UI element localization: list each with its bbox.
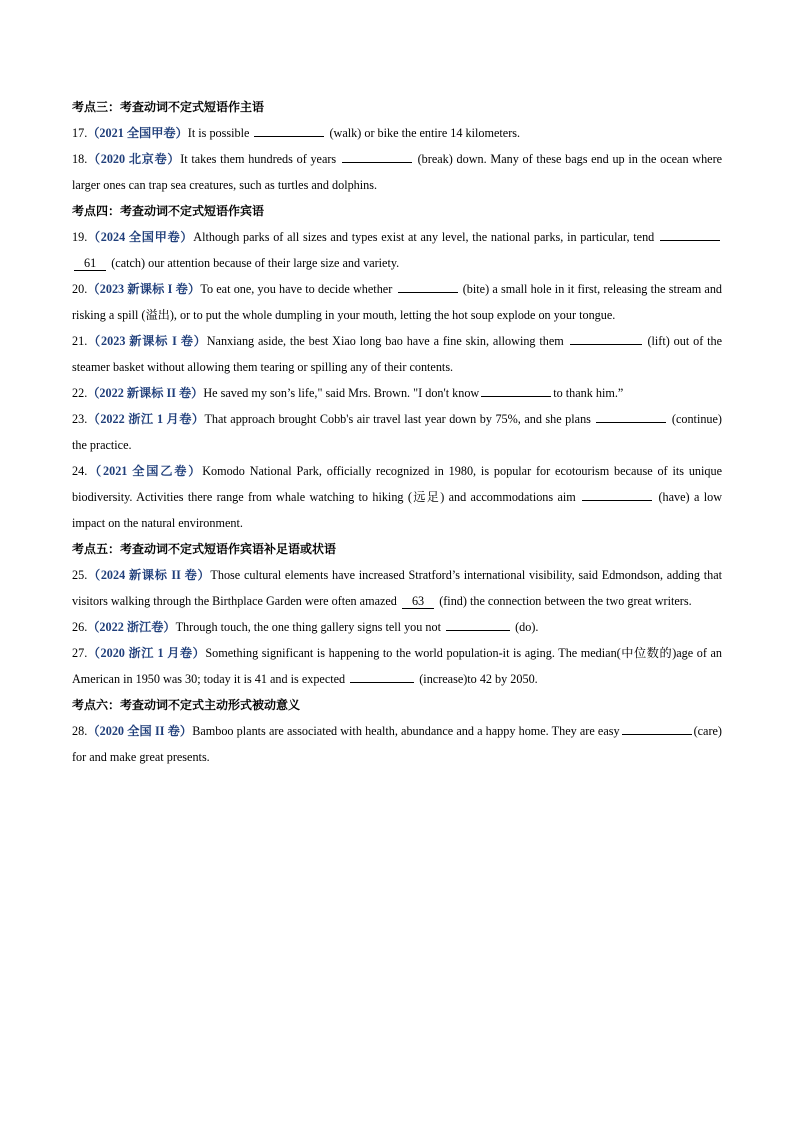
answer-blank[interactable] [570, 332, 642, 345]
answer-blank[interactable] [660, 228, 720, 241]
question-17 [72, 120, 722, 146]
question-source: （2021 全国乙卷） [87, 464, 203, 478]
question-text: To eat one, you have to decide whether [200, 282, 393, 296]
question-25 [72, 562, 722, 614]
question-text: (walk) or bike the entire 14 kilometers. [329, 126, 521, 140]
answer-blank[interactable] [398, 280, 458, 293]
question-source: （2022 新课标 II 卷） [87, 386, 204, 400]
question-source: （2023 新课标 I 卷） [87, 282, 201, 296]
question-number: 17. [72, 126, 88, 140]
question-number: 21. [72, 334, 88, 348]
answer-blank[interactable] [350, 670, 414, 683]
answer-blank[interactable] [582, 488, 652, 501]
question-23 [72, 406, 722, 458]
question-text: Although parks of all sizes and types exist at any level, the national parks, in particular, tend [193, 230, 655, 244]
question-number: 28. [72, 724, 88, 738]
question-text: (bite) a small hole in it first, releasing the stream and risking a spill (溢出), or to put the whole dumpling in your mouth, letting the hot soup explode on your tongue. [72, 282, 723, 322]
question-source: （2020 全国 II 卷） [87, 724, 193, 738]
answer-blank[interactable] [622, 722, 692, 735]
question-source: （2021 全国甲卷） [87, 126, 188, 140]
answer-blank[interactable] [254, 124, 324, 137]
question-text: Through touch, the one thing gallery signs tell you not [175, 620, 441, 634]
question-source: （2024 新课标 II 卷） [87, 568, 211, 582]
answer-blank[interactable] [342, 150, 412, 163]
answer-number-blank[interactable]: 61 [74, 256, 106, 271]
question-number: 20. [72, 282, 88, 296]
question-text: It takes them hundreds of years [180, 152, 337, 166]
question-text: Those cultural elements have increased Stratford’s international visibility, said Edmondson, adding that visitors walking through the Birthplace Garden were often amazed [72, 568, 722, 608]
question-number: 26. [72, 620, 88, 634]
question-19 [72, 224, 722, 276]
worksheet-content [72, 94, 722, 770]
question-source: （2022 浙江卷） [87, 620, 176, 634]
section-heading-3: 考点三：考查动词不定式短语作主语 [72, 100, 265, 114]
answer-blank[interactable] [446, 618, 510, 631]
question-text: (catch) our attention because of their large size and variety. [111, 256, 400, 270]
question-text: Something significant is happening to the world population-it is aging. The median(中位数的)age of an American in 1950 was 30; today it is 41 and is expected [72, 646, 722, 686]
question-27 [72, 640, 722, 692]
question-text: He saved my son’s life," said Mrs. Brown. "I don't know [203, 386, 480, 400]
question-number: 23. [72, 412, 88, 426]
question-24 [72, 458, 722, 536]
question-18 [72, 146, 722, 198]
question-text: (continue) the practice. [72, 412, 722, 452]
question-text: Bamboo plants are associated with health, abundance and a happy home. They are easy [192, 724, 620, 738]
section-heading-6: 考点六：考查动词不定式主动形式被动意义 [72, 698, 301, 712]
question-22 [72, 380, 722, 406]
question-text: Komodo National Park, officially recognized in 1980, is popular for ecotourism because of its unique biodiversity. Activities there range from whale watching to hiking (远足) and accommodations aim [72, 464, 722, 504]
question-number: 24. [72, 464, 88, 478]
question-source: （2020 浙江 1 月卷） [87, 646, 206, 660]
question-text: (do). [515, 620, 539, 634]
question-number: 25. [72, 568, 88, 582]
question-source: （2020 北京卷） [87, 152, 181, 166]
question-text: to thank him.” [553, 386, 624, 400]
question-text: (break) down. Many of these bags end up in the ocean where larger ones can trap sea creatures, such as turtles and dolphins. [72, 152, 723, 192]
question-source: （2024 全国甲卷） [87, 230, 194, 244]
question-number: 19. [72, 230, 88, 244]
question-number: 27. [72, 646, 88, 660]
question-28 [72, 718, 722, 770]
question-21 [72, 328, 722, 380]
section-heading-5: 考点五：考查动词不定式短语作宾语补足语或状语 [72, 542, 337, 556]
section-heading-4: 考点四：考查动词不定式短语作宾语 [72, 204, 265, 218]
question-text: Nanxiang aside, the best Xiao long bao have a fine skin, allowing them [206, 334, 564, 348]
answer-number-blank[interactable]: 63 [402, 594, 434, 609]
question-text: (lift) out of the steamer basket without allowing them tearing or spilling any of their contents. [72, 334, 722, 374]
question-20 [72, 276, 722, 328]
answer-blank[interactable] [481, 384, 551, 397]
question-26 [72, 614, 722, 640]
question-number: 18. [72, 152, 88, 166]
question-number: 22. [72, 386, 88, 400]
question-text: That approach brought Cobb's air travel last year down by 75%, and she plans [204, 412, 591, 426]
answer-blank[interactable] [596, 410, 666, 423]
question-source: （2022 浙江 1 月卷） [87, 412, 205, 426]
question-text: It is possible [187, 126, 250, 140]
question-source: （2023 新课标 I 卷） [87, 334, 207, 348]
question-text: (care) for and make great presents. [72, 724, 722, 764]
question-text: (find) the connection between the two great writers. [439, 594, 692, 608]
question-text: (have) a low impact on the natural environment. [72, 490, 722, 530]
question-text: (increase)to 42 by 2050. [419, 672, 538, 686]
